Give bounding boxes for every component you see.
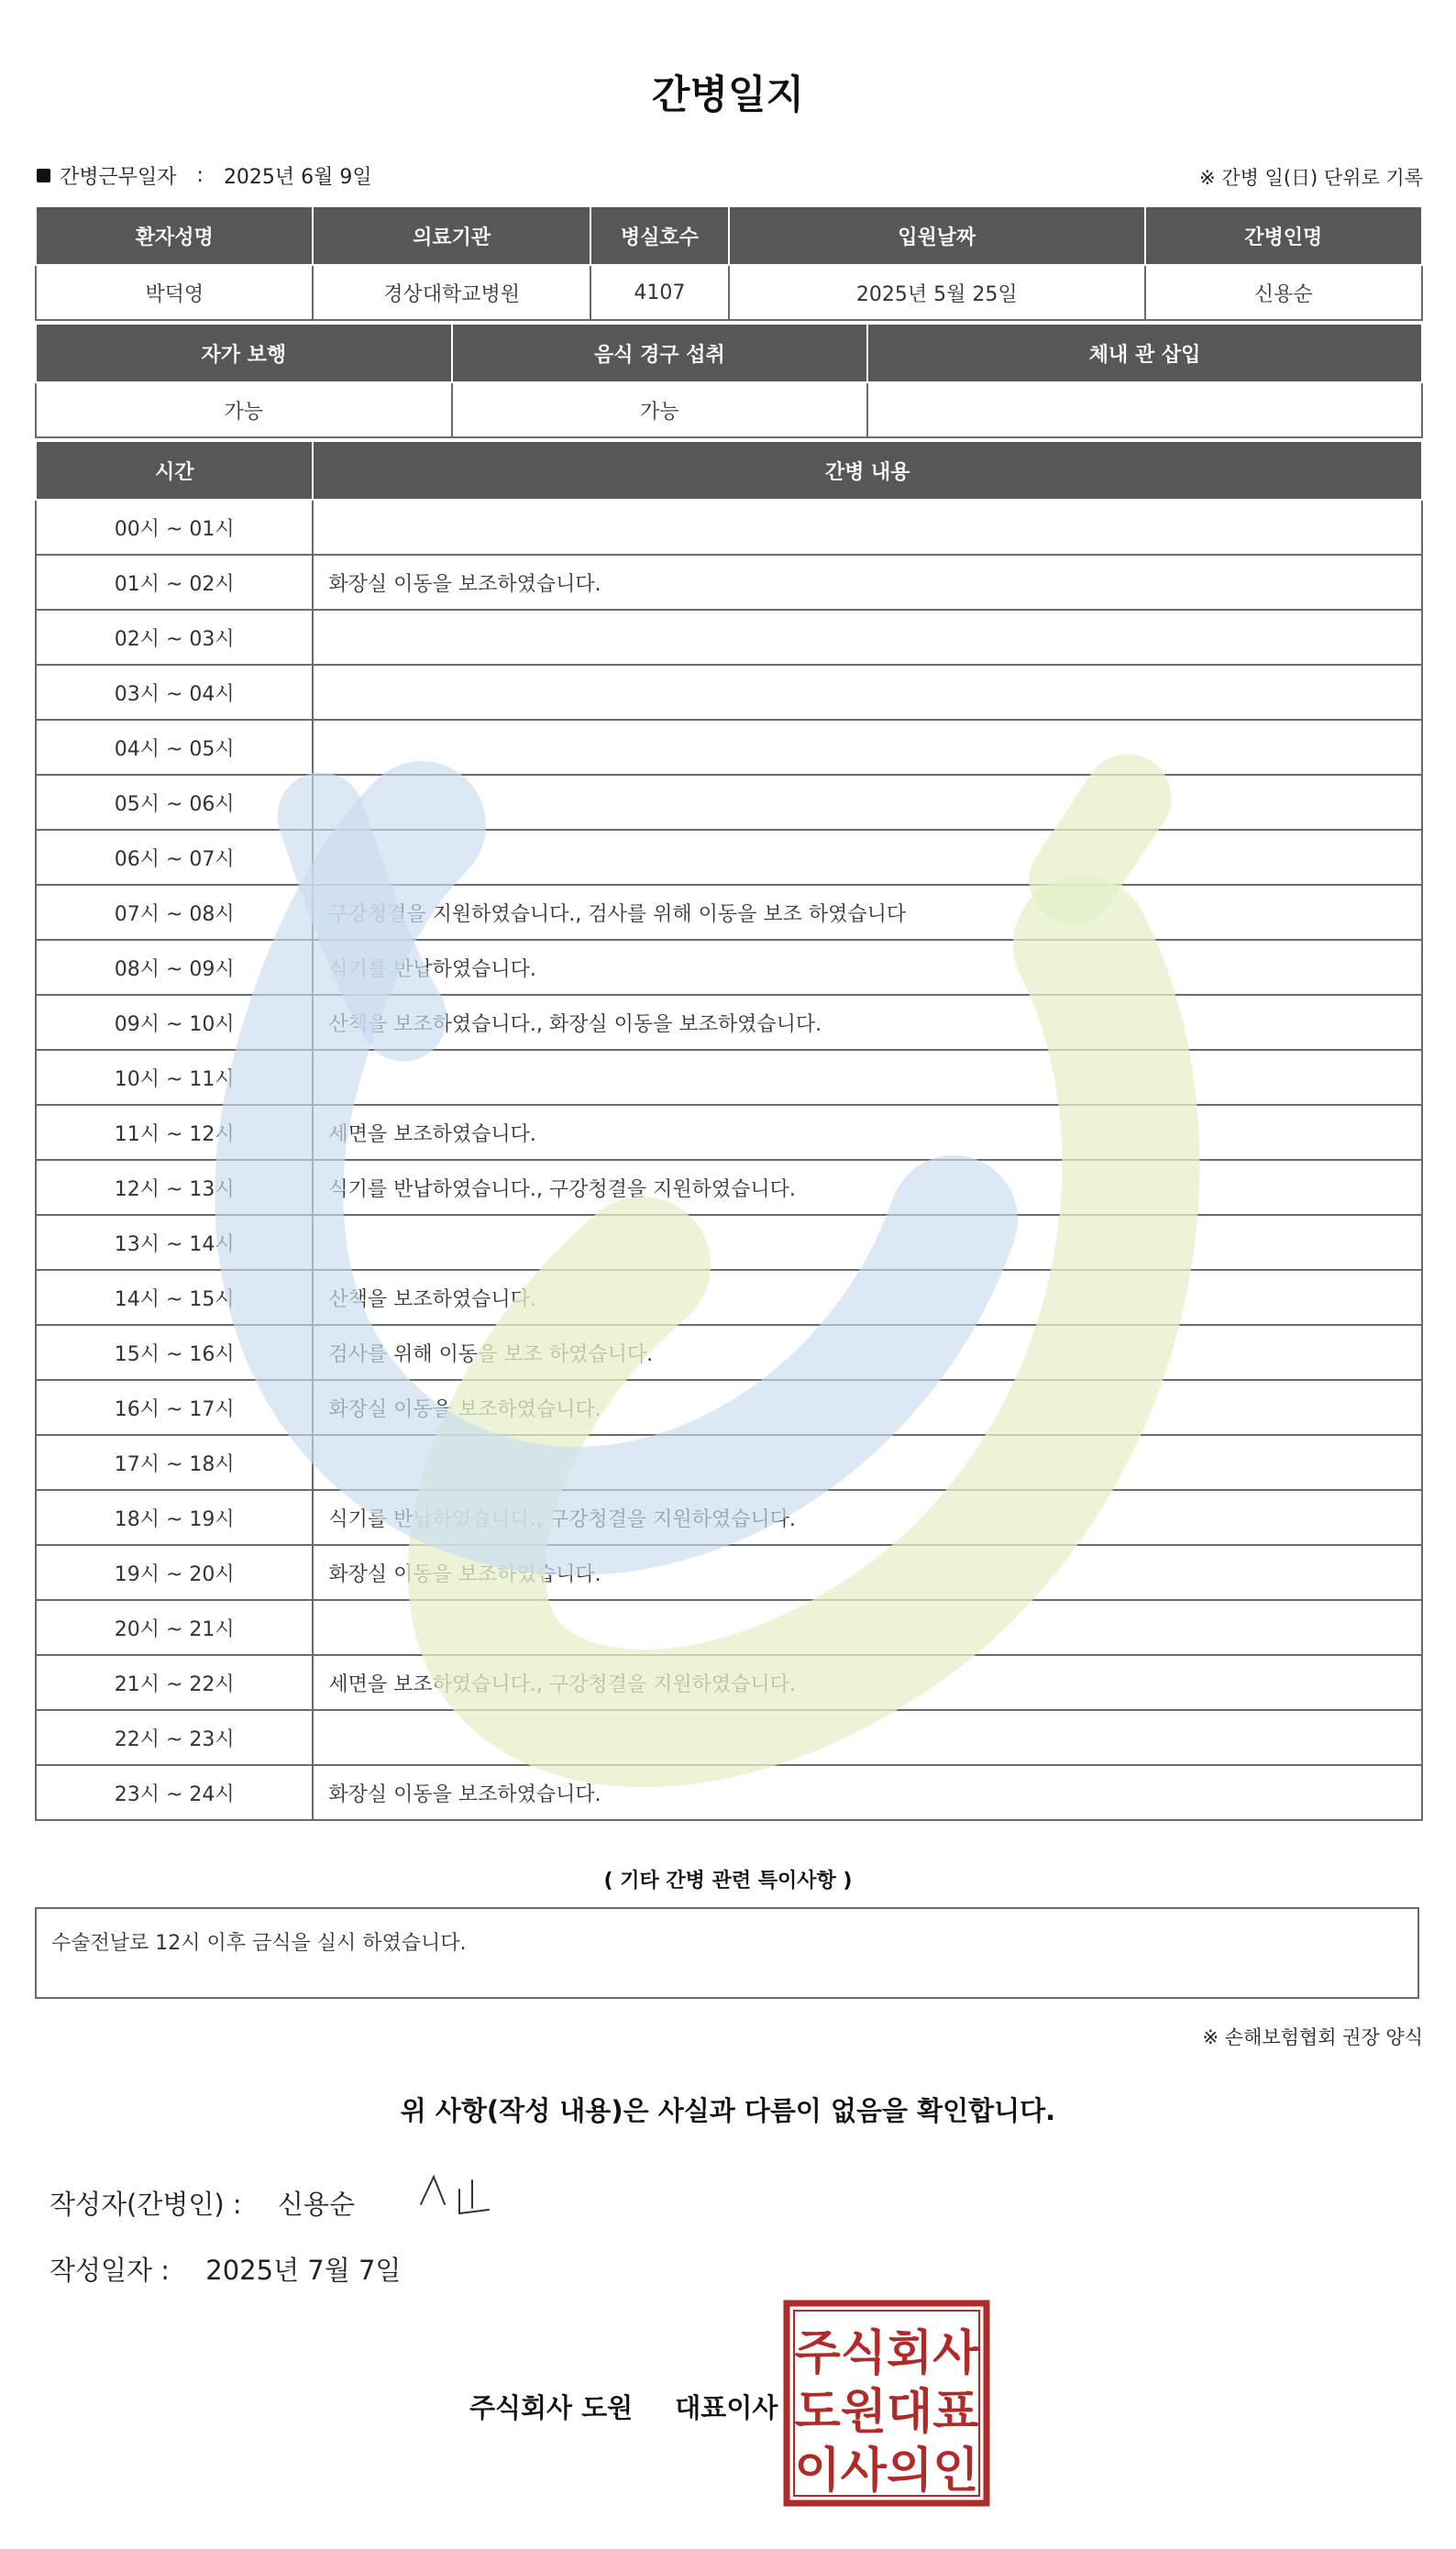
table-row (36, 885, 1422, 940)
oral-intake: 가능 (452, 382, 868, 437)
table-row (36, 1105, 1422, 1160)
log-content-cell: 식기를 반납하였습니다., 구강청결을 지원하였습니다. (313, 1160, 1422, 1215)
table-row (36, 555, 1422, 610)
log-content-cell (313, 500, 1422, 555)
log-time-cell: 09시 ~ 10시 (36, 995, 313, 1050)
log-content-cell (313, 830, 1422, 885)
header-patient-name: 환자성명 (36, 206, 313, 265)
log-content-cell: 화장실 이동을 보조하였습니다. (313, 1545, 1422, 1600)
log-content-cell (313, 610, 1422, 665)
patient-status-table (35, 323, 1423, 438)
company-seal-stamp (783, 2300, 990, 2507)
header-tube-insertion: 체내 관 삽입 (867, 324, 1422, 382)
log-content-cell (313, 1215, 1422, 1270)
work-date-value: 2025년 6월 9일 (223, 166, 372, 189)
log-time-cell: 02시 ~ 03시 (36, 610, 313, 665)
writer-line (50, 2184, 355, 2222)
log-content-cell (313, 1050, 1422, 1105)
work-date-line (37, 161, 372, 190)
header-caregiver-name: 간병인명 (1145, 206, 1422, 265)
log-time-cell: 17시 ~ 18시 (36, 1435, 313, 1490)
work-date-separator: : (196, 164, 204, 187)
log-time-cell: 12시 ~ 13시 (36, 1160, 313, 1215)
table-row (36, 830, 1422, 885)
log-time-cell: 14시 ~ 15시 (36, 1270, 313, 1325)
table-row (36, 610, 1422, 665)
table-row (36, 995, 1422, 1050)
table-row (36, 1490, 1422, 1545)
log-content-cell (313, 665, 1422, 720)
care-log-table (35, 440, 1423, 1821)
writer-name: 신용순 (277, 2189, 355, 2220)
confirmation-statement: 위 사항(작성 내용)은 사실과 다름이 없음을 확인합니다. (400, 2095, 1056, 2126)
table-row (36, 1545, 1422, 1600)
form-note: ※ 손해보험협회 권장 양식 (1202, 2026, 1423, 2048)
log-content-cell (313, 775, 1422, 830)
admission-date: 2025년 5월 25일 (729, 265, 1145, 320)
table-row (36, 1435, 1422, 1490)
log-time-cell: 01시 ~ 02시 (36, 555, 313, 610)
work-date-label: 간병근무일자 (60, 166, 177, 189)
log-time-cell: 07시 ~ 08시 (36, 885, 313, 940)
table-row (36, 720, 1422, 775)
log-content-cell: 검사를 위해 이동을 보조 하였습니다. (313, 1325, 1422, 1380)
company-line (469, 2388, 778, 2425)
log-content-cell (313, 1600, 1422, 1655)
table-row (36, 500, 1422, 555)
log-content-cell: 식기를 반납하였습니다. (313, 940, 1422, 995)
self-walking: 가능 (36, 382, 452, 437)
hospital: 경상대학교병원 (313, 265, 590, 320)
log-time-cell: 16시 ~ 17시 (36, 1380, 313, 1435)
log-content-cell: 산책을 보조하였습니다. (313, 1270, 1422, 1325)
unit-note: ※ 간병 일(日) 단위로 기록 (1199, 167, 1423, 189)
log-time-cell: 06시 ~ 07시 (36, 830, 313, 885)
writer-label: 작성자(간병인) : (50, 2189, 242, 2220)
log-time-cell: 03시 ~ 04시 (36, 665, 313, 720)
document-title: 간병일지 (651, 72, 805, 118)
notes-box: 수술전날로 12시 이후 금식을 실시 하였습니다. (35, 1907, 1419, 1999)
written-date-line (50, 2250, 401, 2288)
log-time-cell: 22시 ~ 23시 (36, 1710, 313, 1765)
table-row (36, 1765, 1422, 1820)
log-time-cell: 08시 ~ 09시 (36, 940, 313, 995)
seal-text-line-3: 이사의인 (794, 2444, 979, 2499)
table-row (36, 1710, 1422, 1765)
table-row (36, 940, 1422, 995)
log-time-cell: 00시 ~ 01시 (36, 500, 313, 555)
log-content-cell: 화장실 이동을 보조하였습니다. (313, 1765, 1422, 1820)
patient-name: 박덕영 (36, 265, 313, 320)
header-care-content: 간병 내용 (313, 441, 1422, 500)
log-time-cell: 04시 ~ 05시 (36, 720, 313, 775)
table-row (36, 1380, 1422, 1435)
log-time-cell: 20시 ~ 21시 (36, 1600, 313, 1655)
header-room-number: 병실호수 (590, 206, 729, 265)
handwritten-signature (417, 2164, 500, 2219)
table-row (36, 1160, 1422, 1215)
log-content-cell: 세면을 보조하였습니다. (313, 1105, 1422, 1160)
log-time-cell: 15시 ~ 16시 (36, 1325, 313, 1380)
log-time-cell: 19시 ~ 20시 (36, 1545, 313, 1600)
company-name: 주식회사 도원 (469, 2392, 634, 2423)
company-role: 대표이사 (675, 2392, 778, 2423)
log-time-cell: 13시 ~ 14시 (36, 1215, 313, 1270)
table-row (36, 1270, 1422, 1325)
table-row (36, 775, 1422, 830)
log-content-cell: 화장실 이동을 보조하였습니다. (313, 1380, 1422, 1435)
log-time-cell: 11시 ~ 12시 (36, 1105, 313, 1160)
log-content-cell: 식기를 반납하였습니다., 구강청결을 지원하였습니다. (313, 1490, 1422, 1545)
log-content-cell: 세면을 보조하였습니다., 구강청결을 지원하였습니다. (313, 1655, 1422, 1710)
table-row (36, 1655, 1422, 1710)
written-date: 2025년 7월 7일 (205, 2255, 402, 2286)
room-number: 4107 (590, 265, 729, 320)
log-content-cell (313, 720, 1422, 775)
log-time-cell: 18시 ~ 19시 (36, 1490, 313, 1545)
tube-insertion (867, 382, 1422, 437)
header-self-walking: 자가 보행 (36, 324, 452, 382)
log-time-cell: 21시 ~ 22시 (36, 1655, 313, 1710)
log-content-cell: 화장실 이동을 보조하였습니다. (313, 555, 1422, 610)
caregiver-name: 신용순 (1145, 265, 1422, 320)
square-bullet-icon (37, 169, 50, 182)
header-hospital: 의료기관 (313, 206, 590, 265)
written-date-label: 작성일자 : (50, 2255, 171, 2286)
table-row (36, 665, 1422, 720)
log-time-cell: 10시 ~ 11시 (36, 1050, 313, 1105)
log-time-cell: 05시 ~ 06시 (36, 775, 313, 830)
log-content-cell: 산책을 보조하였습니다., 화장실 이동을 보조하였습니다. (313, 995, 1422, 1050)
notes-title: ( 기타 간병 관련 특이사항 ) (603, 1870, 853, 1892)
log-content-cell (313, 1710, 1422, 1765)
header-admission-date: 입원날짜 (729, 206, 1145, 265)
table-row (36, 1600, 1422, 1655)
table-row (36, 1325, 1422, 1380)
header-time: 시간 (36, 441, 313, 500)
log-content-cell (313, 1435, 1422, 1490)
table-row (36, 1215, 1422, 1270)
header-oral-intake: 음식 경구 섭취 (452, 324, 868, 382)
log-time-cell: 23시 ~ 24시 (36, 1765, 313, 1820)
patient-info-table (35, 205, 1423, 321)
seal-text-line-1: 주식회사 (794, 2326, 979, 2381)
table-row (36, 1050, 1422, 1105)
seal-text-line-2: 도원대표 (794, 2385, 979, 2440)
log-content-cell: 구강청결을 지원하였습니다., 검사를 위해 이동을 보조 하였습니다 (313, 885, 1422, 940)
